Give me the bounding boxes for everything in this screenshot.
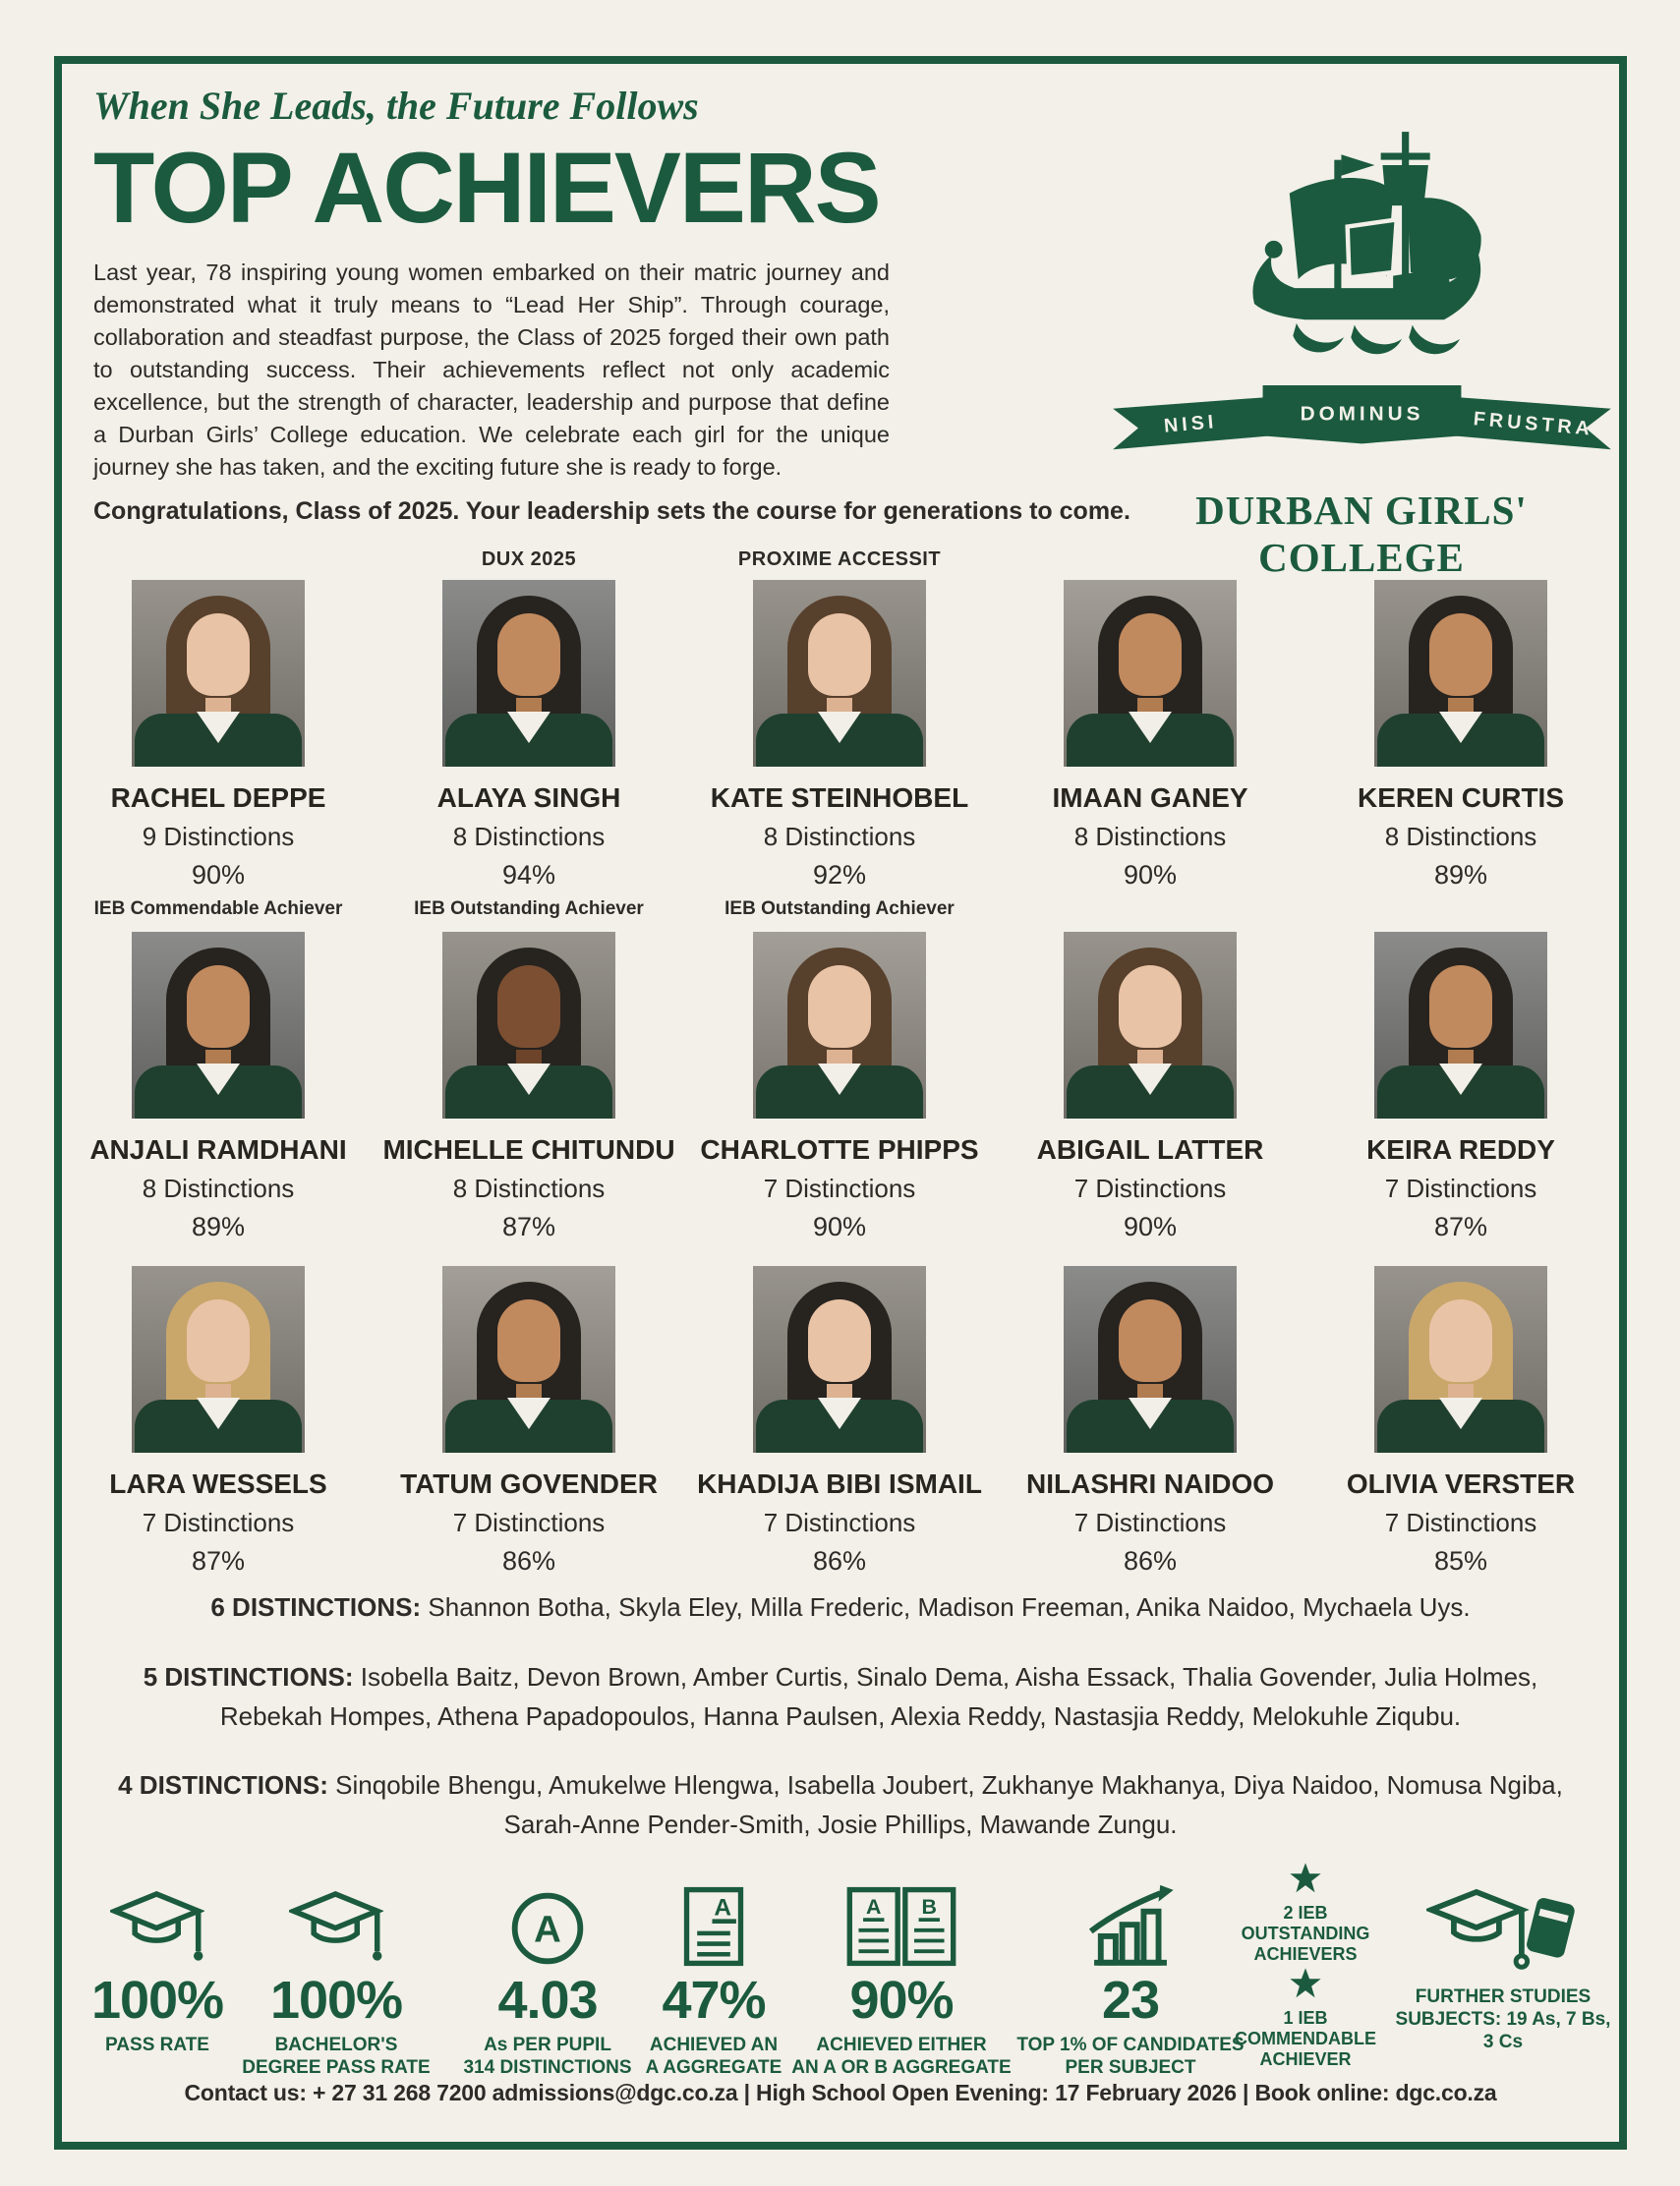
student-card	[1305, 548, 1616, 920]
student-card	[63, 932, 374, 1242]
graduation-cap-book-icon	[1426, 1887, 1580, 1978]
icon-letter-b: B	[921, 1895, 937, 1920]
stat-label: DEGREE PASS RATE	[242, 2057, 431, 2078]
student-photo	[753, 1266, 926, 1453]
student-name: KATE STEINHOBEL	[710, 782, 969, 813]
student-distinctions: 7 Distinctions	[1384, 1508, 1537, 1537]
student-name: LARA WESSELS	[109, 1468, 327, 1499]
student-distinctions: 7 Distinctions	[142, 1508, 295, 1537]
header	[93, 83, 1130, 526]
student-percent: 92%	[812, 860, 867, 890]
student-distinctions: 9 Distinctions	[142, 822, 295, 851]
motto-word-frustra: FRUSTRA	[1472, 408, 1594, 440]
student-card	[374, 548, 684, 920]
stat-label: AN A OR B AGGREGATE	[791, 2057, 1012, 2078]
intro-paragraph: Last year, 78 inspiring young women embarked on their matric journey and demonstrated what it truly means to “Lead Her Ship”. Through courage, collaboration and steadfast purpose, the Class of 2025 forged their own path to outstanding success. Their achievements reflect not only academic excellence, but the strength of character, leadership and purpose that define a Durban Girls’ College education. We celebrate each girl for the unique journey she has taken, and the exciting future she is ready to forge.	[93, 259, 890, 480]
student-name: RACHEL DEPPE	[110, 782, 326, 813]
student-honour-tag	[1305, 548, 1616, 580]
list-names: Sinqobile Bhengu, Amukelwe Hlengwa, Isabella Joubert, Zukhanye Makhanya, Diya Naidoo, Nomusa Ngiba, Sarah-Anne Pender-Smith, Josie Phillips, Mawande Zungu.	[335, 1770, 1563, 1839]
avatar-face	[1429, 613, 1492, 696]
student-name: CHARLOTTE PHIPPS	[700, 1134, 979, 1165]
icon-letter: A	[534, 1908, 561, 1951]
avatar-face	[1119, 613, 1182, 696]
student-card	[995, 1266, 1305, 1577]
student-distinctions: 8 Distinctions	[452, 1174, 606, 1203]
tagline: When She Leads, the Future Follows	[93, 84, 699, 128]
student-percent: 86%	[1123, 1546, 1178, 1576]
stat-label: As PER PUPIL	[484, 2035, 611, 2055]
graduation-cap-icon	[289, 1885, 383, 1968]
stat-label: TOP 1% OF CANDIDATES	[1016, 2035, 1245, 2055]
student-card	[995, 932, 1305, 1242]
list-label: 5 DISTINCTIONS:	[143, 1662, 354, 1692]
student-photo	[753, 580, 926, 767]
student-photo	[1374, 580, 1547, 767]
student-ieb-award: IEB Outstanding Achiever	[414, 898, 644, 919]
stat-label: ACHIEVER	[1259, 2049, 1352, 2069]
student-photo	[1064, 932, 1237, 1119]
avatar-face	[1119, 965, 1182, 1048]
student-distinctions: 8 Distinctions	[142, 1174, 295, 1203]
stat-as-per-pupil	[459, 1875, 636, 2079]
student-photo	[132, 932, 305, 1119]
student-row-1	[63, 548, 1616, 920]
student-photo	[1064, 580, 1237, 767]
icon-letter-a: A	[866, 1895, 882, 1920]
avatar-face	[497, 613, 560, 696]
student-card	[684, 1266, 995, 1577]
avatar-face	[187, 1299, 250, 1382]
distinctions-list-4	[113, 1765, 1568, 1844]
viking-ship-crest-icon	[1214, 116, 1509, 379]
stat-bachelor-pass-rate	[228, 1875, 444, 2079]
student-card	[684, 548, 995, 920]
student-name: ANJALI RAMDHANI	[89, 1134, 347, 1165]
student-photo	[1374, 1266, 1547, 1453]
student-ieb-award: IEB Outstanding Achiever	[724, 898, 955, 919]
student-row-3	[63, 1266, 1616, 1577]
stat-value: 1 IEB	[1283, 2008, 1328, 2028]
student-name: ALAYA SINGH	[436, 782, 621, 813]
star-icon	[1288, 1967, 1323, 2000]
icon-letter: A	[714, 1894, 731, 1922]
page-title: TOP ACHIEVERS	[93, 132, 880, 244]
stat-label: PASS RATE	[105, 2035, 209, 2055]
student-distinctions: 7 Distinctions	[1073, 1174, 1227, 1203]
avatar-face	[1429, 1299, 1492, 1382]
student-ieb-award: IEB Commendable Achiever	[93, 898, 343, 919]
stat-further-studies	[1391, 1883, 1615, 2053]
avatar-face	[1119, 1299, 1182, 1382]
stat-label: ACHIEVED AN	[649, 2035, 779, 2055]
student-photo	[1064, 1266, 1237, 1453]
student-name: KHADIJA BIBI ISMAIL	[697, 1468, 982, 1499]
student-percent: 90%	[812, 1212, 867, 1241]
student-photo	[132, 580, 305, 767]
avatar-face	[497, 1299, 560, 1382]
student-card	[374, 932, 684, 1242]
student-name: IMAAN GANEY	[1052, 782, 1248, 813]
student-percent: 90%	[1123, 1212, 1178, 1241]
student-photo	[442, 1266, 615, 1453]
stat-label: ACHIEVED EITHER	[816, 2035, 987, 2055]
school-crest	[1096, 116, 1627, 581]
stat-label: SUBJECTS: 19 As, 7 Bs, 3 Cs	[1395, 2009, 1611, 2052]
student-distinctions: 7 Distinctions	[1073, 1508, 1227, 1537]
student-name: KEIRA REDDY	[1366, 1134, 1555, 1165]
stat-value: 2 IEB	[1283, 1903, 1328, 1923]
student-card	[1305, 1266, 1616, 1577]
student-card	[63, 548, 374, 920]
motto-word-dominus: DOMINUS	[1300, 402, 1423, 426]
student-photo	[442, 932, 615, 1119]
list-names: Shannon Botha, Skyla Eley, Milla Frederic, Madison Freeman, Anika Naidoo, Mychaela Uys.	[428, 1592, 1471, 1622]
distinctions-list-5	[113, 1657, 1568, 1736]
star-icon	[1288, 1862, 1323, 1895]
graduation-cap-icon	[110, 1885, 204, 1968]
student-distinctions: 8 Distinctions	[452, 822, 606, 851]
stat-value: 100%	[269, 1971, 403, 2030]
certificates-ab-icon	[844, 1885, 958, 1968]
student-distinctions: 7 Distinctions	[763, 1508, 916, 1537]
stat-label: 314 DISTINCTIONS	[463, 2057, 632, 2078]
student-percent: 89%	[1433, 860, 1488, 890]
student-percent: 90%	[191, 860, 246, 890]
stat-a-aggregate	[625, 1875, 802, 2079]
student-name: NILASHRI NAIDOO	[1026, 1468, 1274, 1499]
stat-value: 23	[1101, 1971, 1160, 2030]
list-names: Isobella Baitz, Devon Brown, Amber Curtis, Sinalo Dema, Aisha Essack, Thalia Govender, Julia Holmes, Rebekah Hompes, Athena Papadopoulos, Hanna Paulsen, Alexia Reddy, Nastasjia Reddy, Melokuhle Ziqubu.	[219, 1662, 1538, 1731]
student-honour-tag	[995, 548, 1305, 580]
avatar-face	[808, 965, 871, 1048]
student-photo	[1374, 932, 1547, 1119]
stat-a-or-b-aggregate	[788, 1875, 1014, 2079]
contact-footer: Contact us: + 27 31 268 7200 admissions@dgc.co.za | High School Open Evening: 17 February 2026 | Book online: dgc.co.za	[184, 2080, 1497, 2105]
student-distinctions: 7 Distinctions	[452, 1508, 606, 1537]
student-photo	[442, 580, 615, 767]
stat-label: PER SUBJECT	[1065, 2057, 1196, 2078]
student-name: ABIGAIL LATTER	[1036, 1134, 1264, 1165]
student-percent: 85%	[1433, 1546, 1488, 1576]
stat-pass-rate	[69, 1875, 246, 2056]
stat-label: BACHELOR'S	[274, 2035, 398, 2055]
motto-word-nisi: NISI	[1162, 411, 1218, 437]
stat-label: ACHIEVERS	[1253, 1944, 1358, 1964]
student-row-2	[63, 932, 1616, 1242]
student-percent: 89%	[191, 1212, 246, 1241]
motto-ribbon	[1099, 379, 1625, 473]
student-card	[684, 932, 995, 1242]
stat-value: 47%	[662, 1971, 766, 2030]
student-percent: 87%	[1433, 1212, 1488, 1241]
circled-a-icon	[508, 1889, 587, 1968]
student-percent: 94%	[501, 860, 556, 890]
student-card	[63, 1266, 374, 1577]
distinctions-list-6	[113, 1587, 1568, 1627]
school-name: DURBAN GIRLS' COLLEGE	[1195, 488, 1528, 580]
student-percent: 87%	[191, 1546, 246, 1576]
student-distinctions: 8 Distinctions	[1384, 822, 1537, 851]
student-distinctions: 7 Distinctions	[763, 1174, 916, 1203]
student-honour-tag: PROXIME ACCESSIT	[737, 548, 942, 570]
student-photo	[753, 932, 926, 1119]
stat-label: OUTSTANDING	[1241, 1924, 1370, 1943]
certificate-a-icon	[677, 1885, 750, 1968]
stat-ieb-achievers	[1232, 1860, 1379, 2070]
avatar-face	[808, 1299, 871, 1382]
student-honour-tag	[63, 548, 374, 580]
congratulations-line: Congratulations, Class of 2025. Your leadership sets the course for generations to come.	[93, 497, 1130, 525]
avatar-face	[187, 965, 250, 1048]
list-label: 4 DISTINCTIONS:	[118, 1770, 328, 1800]
student-honour-tag: DUX 2025	[481, 548, 577, 570]
stat-value: 100%	[90, 1971, 224, 2030]
avatar-face	[497, 965, 560, 1048]
stat-label: FURTHER STUDIES	[1415, 1986, 1592, 2007]
student-distinctions: 8 Distinctions	[763, 822, 916, 851]
avatar-face	[187, 613, 250, 696]
stat-value: 4.03	[497, 1971, 598, 2030]
student-name: OLIVIA VERSTER	[1346, 1468, 1576, 1499]
student-card	[374, 1266, 684, 1577]
avatar-face	[1429, 965, 1492, 1048]
student-percent: 90%	[1123, 860, 1178, 890]
student-photo	[132, 1266, 305, 1453]
stat-label: COMMENDABLE	[1235, 2029, 1376, 2048]
student-name: TATUM GOVENDER	[400, 1468, 658, 1499]
growth-arrow-icon	[1084, 1883, 1177, 1968]
student-name: MICHELLE CHITUNDU	[382, 1134, 675, 1165]
stat-top-candidates	[1013, 1875, 1248, 2079]
student-distinctions: 7 Distinctions	[1384, 1174, 1537, 1203]
list-label: 6 DISTINCTIONS:	[210, 1592, 422, 1622]
stat-value: 90%	[849, 1971, 954, 2030]
student-percent: 86%	[501, 1546, 556, 1576]
avatar-face	[808, 613, 871, 696]
student-percent: 86%	[812, 1546, 867, 1576]
student-name: KEREN CURTIS	[1357, 782, 1564, 813]
student-card	[995, 548, 1305, 920]
student-card	[1305, 932, 1616, 1242]
student-distinctions: 8 Distinctions	[1073, 822, 1227, 851]
student-percent: 87%	[501, 1212, 556, 1241]
stat-label: A AGGREGATE	[645, 2057, 782, 2078]
